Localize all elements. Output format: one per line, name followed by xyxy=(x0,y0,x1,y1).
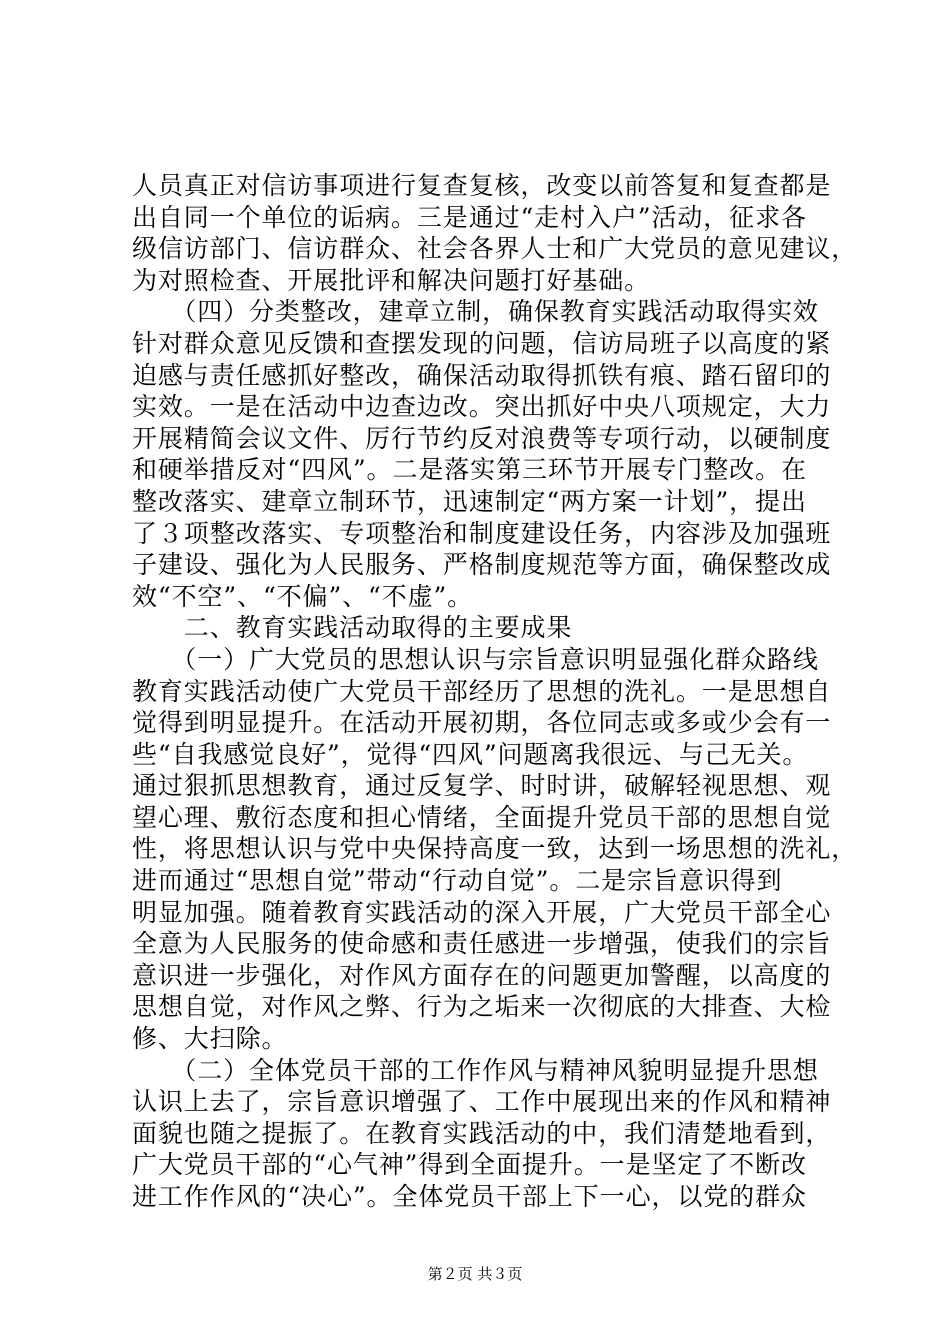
body-line: 进而通过“思想自觉”带动“行动自觉”。二是宗旨意识得到 xyxy=(132,866,783,896)
body-line: 修、大扫除。 xyxy=(132,1024,288,1054)
document-body xyxy=(132,170,858,1213)
body-line: 为对照检查、开展批评和解决问题打好基础。 xyxy=(132,265,651,295)
section-heading-line: （二）全体党员干部的工作作风与精神风貌明显提升思想 xyxy=(132,1055,819,1085)
page-number-footer: 第２页 共３页 xyxy=(427,1265,523,1283)
body-line: 级信访部门、信访群众、社会各界人士和广大党员的意见建议， xyxy=(132,234,858,264)
body-line: 迫感与责任感抓好整改，确保活动取得抓铁有痕、踏石留印的 xyxy=(132,360,832,390)
body-line: 出自同一个单位的诟病。三是通过“走村入户”活动，征求各 xyxy=(132,202,807,232)
body-line: 教育实践活动使广大党员干部经历了思想的洗礼。一是思想自 xyxy=(132,676,832,706)
body-line: 人员真正对信访事项进行复查复核，改变以前答复和复查都是 xyxy=(132,171,832,200)
body-line: 了３项整改落实、专项整治和制度建设任务，内容涉及加强班 xyxy=(132,518,832,548)
body-line: 开展精简会议文件、厉行节约反对浪费等专项行动，以硬制度 xyxy=(132,423,832,453)
body-line: 广大党员干部的“心气神”得到全面提升。一是坚定了不断改 xyxy=(132,1150,807,1180)
section-heading-line: 二、教育实践活动取得的主要成果 xyxy=(132,613,573,643)
body-line: 思想自觉，对作风之弊、行为之垢来一次彻底的大排查、大检 xyxy=(132,992,832,1022)
body-line: 全意为人民服务的使命感和责任感进一步增强，使我们的宗旨 xyxy=(132,929,832,959)
body-line: 效“不空”、“不偏”、“不虚”。 xyxy=(132,581,474,611)
body-line: 实效。一是在活动中边查边改。突出抓好中央八项规定，大力 xyxy=(132,392,832,422)
body-line: 进工作作风的“决心”。全体党员干部上下一心，以党的群众 xyxy=(132,1182,807,1211)
section-heading-line: （四）分类整改，建章立制，确保教育实践活动取得实效 xyxy=(132,297,819,327)
body-line: 和硬举措反对“四风”。二是落实第三环节开展专门整改。在 xyxy=(132,455,807,485)
body-line: 子建设、强化为人民服务、严格制度规范等方面，确保整改成 xyxy=(132,550,832,580)
body-line: 些“自我感觉良好”，觉得“四风”问题离我很远、与己无关。 xyxy=(132,739,809,769)
body-line: 整改落实、建章立制环节，迅速制定“两方案一计划”，提出 xyxy=(132,486,807,516)
section-heading-line: （一）广大党员的思想认识与宗旨意识明显强化群众路线 xyxy=(132,644,819,674)
body-line: 意识进一步强化，对作风方面存在的问题更加警醒，以高度的 xyxy=(132,960,832,990)
body-line: 面貌也随之提振了。在教育实践活动的中，我们清楚地看到， xyxy=(132,1118,832,1148)
body-line: 性，将思想认识与党中央保持高度一致，达到一场思想的洗礼， xyxy=(132,834,858,864)
body-line: 望心理、敷衍态度和担心情绪，全面提升党员干部的思想自觉 xyxy=(132,802,832,832)
body-line: 针对群众意见反馈和查摆发现的问题，信访局班子以高度的紧 xyxy=(132,328,832,358)
body-line: 通过狠抓思想教育，通过反复学、时时讲，破解轻视思想、观 xyxy=(132,771,832,801)
body-line: 觉得到明显提升。在活动开展初期，各位同志或多或少会有一 xyxy=(132,708,832,738)
body-line: 认识上去了，宗旨意识增强了、工作中展现出来的作风和精神 xyxy=(132,1087,832,1117)
body-line: 明显加强。随着教育实践活动的深入开展，广大党员干部全心 xyxy=(132,897,832,927)
